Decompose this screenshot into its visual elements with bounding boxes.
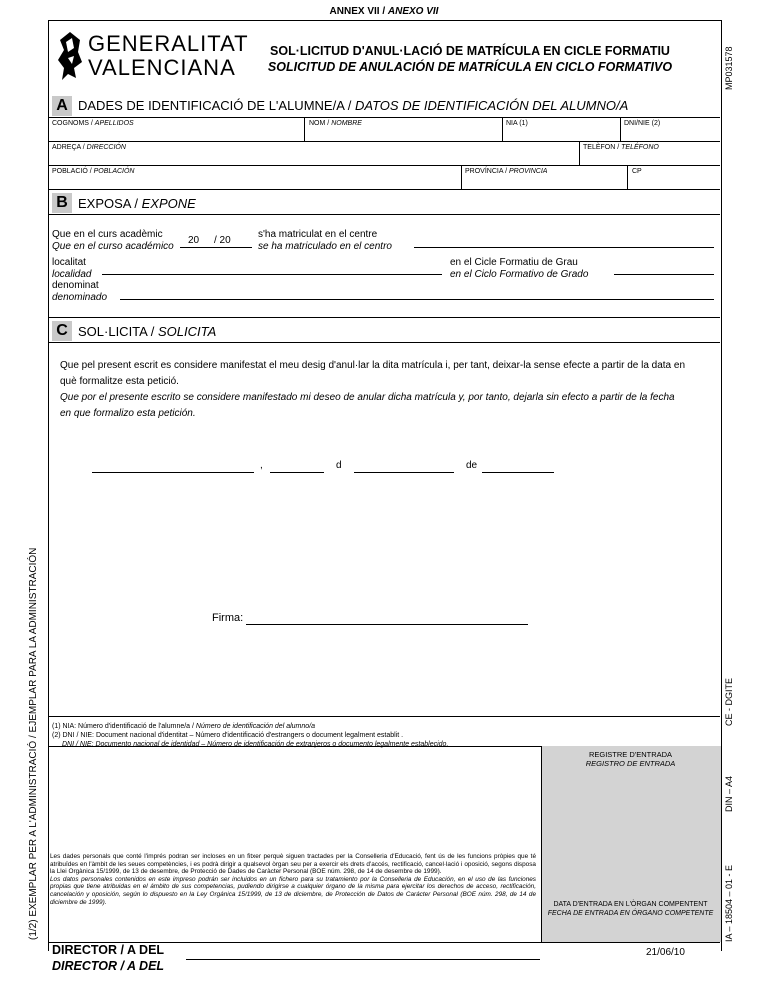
year-separator: / 20 bbox=[214, 235, 231, 246]
month-input[interactable] bbox=[354, 472, 454, 473]
section-a-title: DADES DE IDENTIFICACIÓ DE L'ALUMNE/A / DATOS DE IDENTIFICACIÓN DEL ALUMNO/A bbox=[78, 98, 629, 113]
section-a-letter: A bbox=[52, 96, 72, 116]
title-ca: SOL·LICITUD D'ANUL·LACIÓ DE MATRÍCULA EN CICLE FORMATIU bbox=[270, 44, 670, 58]
annex-label: ANNEX VII / ANEXO VII bbox=[329, 6, 439, 17]
section-c-letter: C bbox=[52, 321, 72, 341]
footnotes: (1) NIA: Número d'identificació de l'alumne/a / Número de identificación del alumno/a (2) DNI / NIE: Document nacional d'identitat – Número d'identificació d'estrangers o document legalment establit . DNI / NIE: Documento nacional de identidad – Número de identificación de extranjeros o documento legalmente establecido. bbox=[52, 723, 449, 748]
section-b-letter: B bbox=[52, 193, 72, 213]
section-c-title: SOL·LICITA / SOLICITA bbox=[78, 324, 217, 339]
label-curs: Que en el curs acadèmic Que en el curso académico bbox=[52, 229, 174, 252]
label-firma: Firma: bbox=[212, 612, 244, 624]
label-matriculat: s'ha matriculat en el centre se ha matriculado en el centro bbox=[258, 229, 392, 252]
right-margin-code-3: IA – 18504 – 01 - E bbox=[724, 864, 734, 942]
centre-input[interactable] bbox=[414, 247, 714, 248]
label-telefon: TELÈFON / TELÉFONO bbox=[583, 144, 659, 151]
label-cicle: en el Cicle Formatiu de Grau en el Ciclo Formativo de Grado bbox=[450, 257, 589, 280]
generalitat-logo-icon bbox=[56, 30, 84, 82]
label-denominat: denominat denominado bbox=[52, 280, 108, 303]
right-margin-code-2: DIN – A4 bbox=[724, 775, 734, 812]
form-code: MP031578 bbox=[724, 46, 734, 90]
label-cognoms: COGNOMS / APELLIDOS bbox=[52, 120, 134, 127]
label-dni: DNI/NIE (2) bbox=[624, 120, 661, 127]
day-input[interactable] bbox=[270, 472, 324, 473]
place-input[interactable] bbox=[92, 472, 254, 473]
label-poblacio: POBLACIÓ / POBLACIÓN bbox=[52, 168, 135, 175]
request-text: Que pel present escrit es considere manifestat el meu desig d'anul·lar la dita matrícula i, per tant, deixar-la sense efecte a partir de la data en què formalitze esta petició. Que por el presente escrito se considere manifestado mi deseo de anular dicha matrícula y, por tanto, dejarla sin efecto a partir de la fecha en que formalizo esta petición. bbox=[60, 360, 686, 419]
denominat-input[interactable] bbox=[120, 299, 714, 300]
director-input[interactable] bbox=[186, 959, 540, 960]
left-margin-text: (1/2) EXEMPLAR PER A L'ADMINISTRACIÓ / EJEMPLAR PARA LA ADMINISTRACIÓN bbox=[28, 547, 39, 940]
section-b-title: EXPOSA / EXPONE bbox=[78, 196, 196, 211]
grau-input[interactable] bbox=[614, 274, 714, 275]
form-date: 21/06/10 bbox=[646, 947, 685, 958]
label-localitat: localitat localidad bbox=[52, 257, 92, 280]
year-prefix: 20 bbox=[188, 235, 200, 246]
registry-date-label: DATA D'ENTRADA EN L'ÒRGAN COMPENTENT FECHA DE ENTRADA EN ÓRGANO COMPETENTE bbox=[547, 901, 714, 917]
logo-wordmark: GENERALITAT VALENCIANA bbox=[88, 31, 249, 80]
title-es: SOLICITUD DE ANULACIÓN DE MATRÍCULA EN CICLO FORMATIVO bbox=[267, 60, 673, 74]
signature-field[interactable] bbox=[246, 624, 528, 625]
label-adreca: ADREÇA / DIRECCIÓN bbox=[52, 144, 126, 151]
year-input[interactable] bbox=[482, 472, 554, 473]
localitat-input[interactable] bbox=[102, 274, 442, 275]
privacy-notice: Les dades personals que conté l'imprés podran ser incloses en un fitxer perquè siguen tractades per la Conselleria d'Educació, fent ús de les funcions pròpies que té atribuïdes en l'àmbit de les seues competències, i es podrà dirigir a qualsevol òrgan seu per a exercir els drets d'accés, rectificació, cancel·lació i oposició, segons disposa la Llei Orgànica 15/1999, de 13 de desembre, de Protecció de Dades de Caràcter Personal (BOE núm. 298, de 14 de desembre de 1999). Los datos personales contenidos en este impreso podrán ser incluidos en un fichero para su tratamiento por la Conselleria de Educación, en el uso de las funciones propias que tiene atribuidas en el ámbito de sus competencias, pudiendo dirigirse a cualquier órgano de la misma para ejercitar los derechos de acceso, rectificación, cancelación y oposición, según lo dispuesto en la Ley Orgánica 15/1999, de 13 de diciembre, de Protección de Datos de Carácter Personal (BOE núm. 298, de 14 de diciembre de 1999). bbox=[50, 853, 536, 906]
label-provincia: PROVÍNCIA / PROVINCIA bbox=[465, 168, 548, 175]
registry-title: REGISTRE D'ENTRADA REGISTRO DE ENTRADA bbox=[585, 750, 676, 768]
director-label: DIRECTOR / A DEL DIRECTOR / A DEL bbox=[52, 943, 165, 973]
label-nia: NIA (1) bbox=[506, 120, 528, 127]
label-cp: CP bbox=[632, 168, 642, 175]
academic-year-input[interactable] bbox=[180, 247, 252, 248]
label-nom: NOM / NOMBRE bbox=[309, 120, 362, 127]
right-margin-code-1: CE - DGITE bbox=[724, 677, 734, 726]
